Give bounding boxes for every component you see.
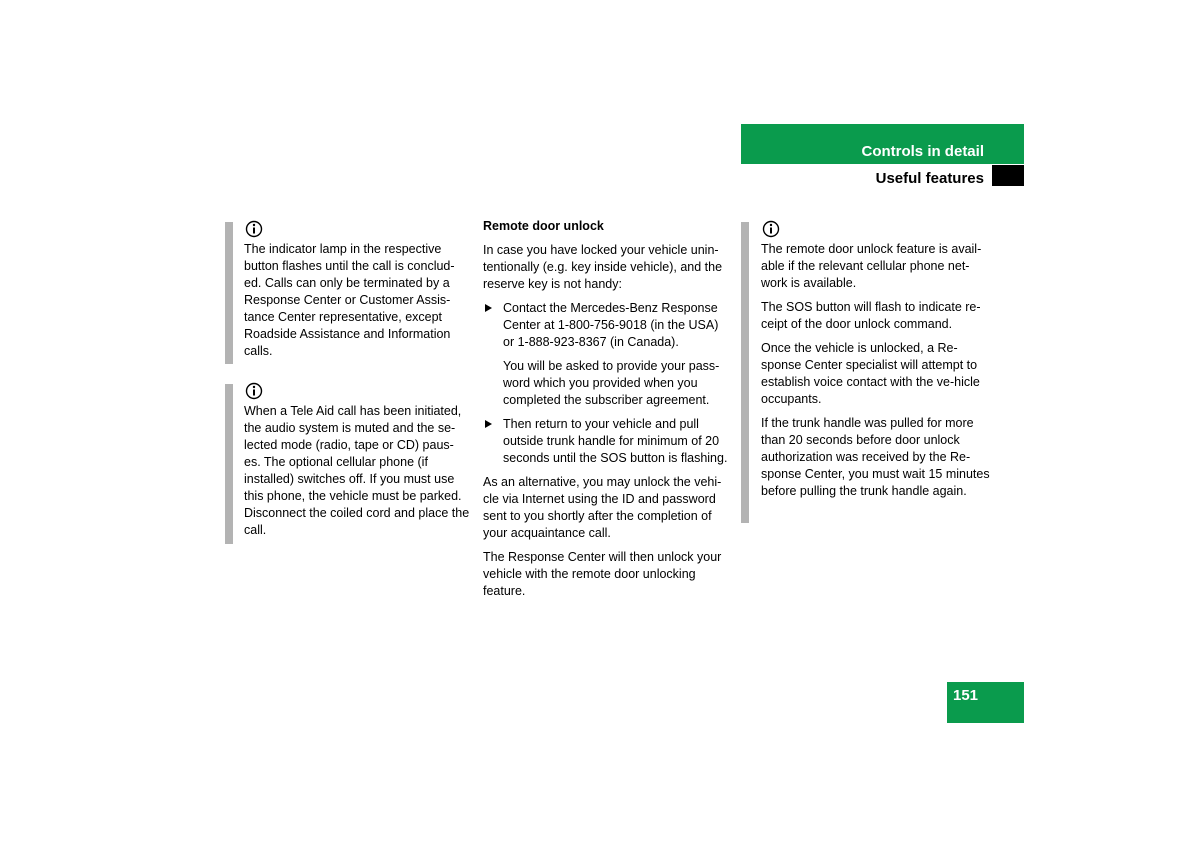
note-sidebar — [741, 222, 749, 523]
page-number: 151 — [953, 687, 979, 704]
closing-paragraph: The Response Center will then unlock your vehicle with the remote door unlocking feature. — [483, 550, 722, 598]
step-2 — [483, 416, 729, 467]
alternative-paragraph: As an alternative, you may unlock the vehi-cle via Internet using the ID and password sent to you shortly after the completion of your acquaintance call. — [483, 475, 722, 540]
section-heading: Remote door unlock — [483, 219, 604, 233]
step-1-text: Contact the Mercedes-Benz Response Center at 1-800-756-9018 (in the USA) or 1-888-923-8367 (in Canada). — [503, 301, 719, 349]
info-paragraph: The remote door unlock feature is avail-able if the relevant cellular phone net-work is available. — [761, 242, 982, 290]
subsection-title: Useful features — [875, 170, 984, 187]
bullet-arrow-icon — [485, 304, 492, 312]
info-icon — [762, 220, 780, 238]
page-number-box — [947, 682, 1024, 723]
info-note-2 — [244, 403, 470, 546]
note-sidebar — [225, 384, 233, 544]
intro-paragraph: In case you have locked your vehicle unin-tentionally (e.g. key inside vehicle), and the reserve key is not handy: — [483, 243, 723, 291]
info-note-3 — [761, 241, 991, 507]
step-2-text: Then return to your vehicle and pull outside trunk handle for minimum of 20 seconds until the SOS button is flashing. — [503, 417, 728, 465]
info-paragraph: Once the vehicle is unlocked, a Re-sponse Center specialist will attempt to establish voice contact with the ve-hicle occupants. — [761, 341, 980, 406]
info-note-1 — [244, 241, 470, 367]
info-icon — [245, 220, 263, 238]
subsection-marker — [992, 165, 1024, 186]
info-note-text: The indicator lamp in the respective button flashes until the call is conclud-ed. Calls can only be terminated by a Response Center or Customer Assis-tance Center representative, except Roadside Assistance and Information calls. — [244, 242, 455, 358]
info-note-text: When a Tele Aid call has been initiated, the audio system is muted and the se-lected mode (radio, tape or CD) paus-es. The optional cellular phone (if installed) switches off. If you must use this phone, the vehicle must be parked. Disconnect the coiled cord and place the call. — [244, 404, 470, 537]
section-title: Controls in detail — [861, 143, 984, 160]
bullet-arrow-icon — [485, 420, 492, 428]
section-header-bar — [741, 124, 1024, 164]
step-1 — [483, 300, 729, 351]
info-icon — [245, 382, 263, 400]
info-paragraph: If the trunk handle was pulled for more than 20 seconds before door unlock authorization was received by the Re-sponse Center, you must wait 15 minutes before pulling the trunk handle again. — [761, 416, 990, 498]
remote-door-unlock-section — [483, 218, 729, 607]
step-1-note: You will be asked to provide your pass-word which you provided when you completed the subscriber agreement. — [503, 359, 720, 407]
note-sidebar — [225, 222, 233, 364]
info-paragraph: The SOS button will flash to indicate re-ceipt of the door unlock command. — [761, 300, 981, 331]
